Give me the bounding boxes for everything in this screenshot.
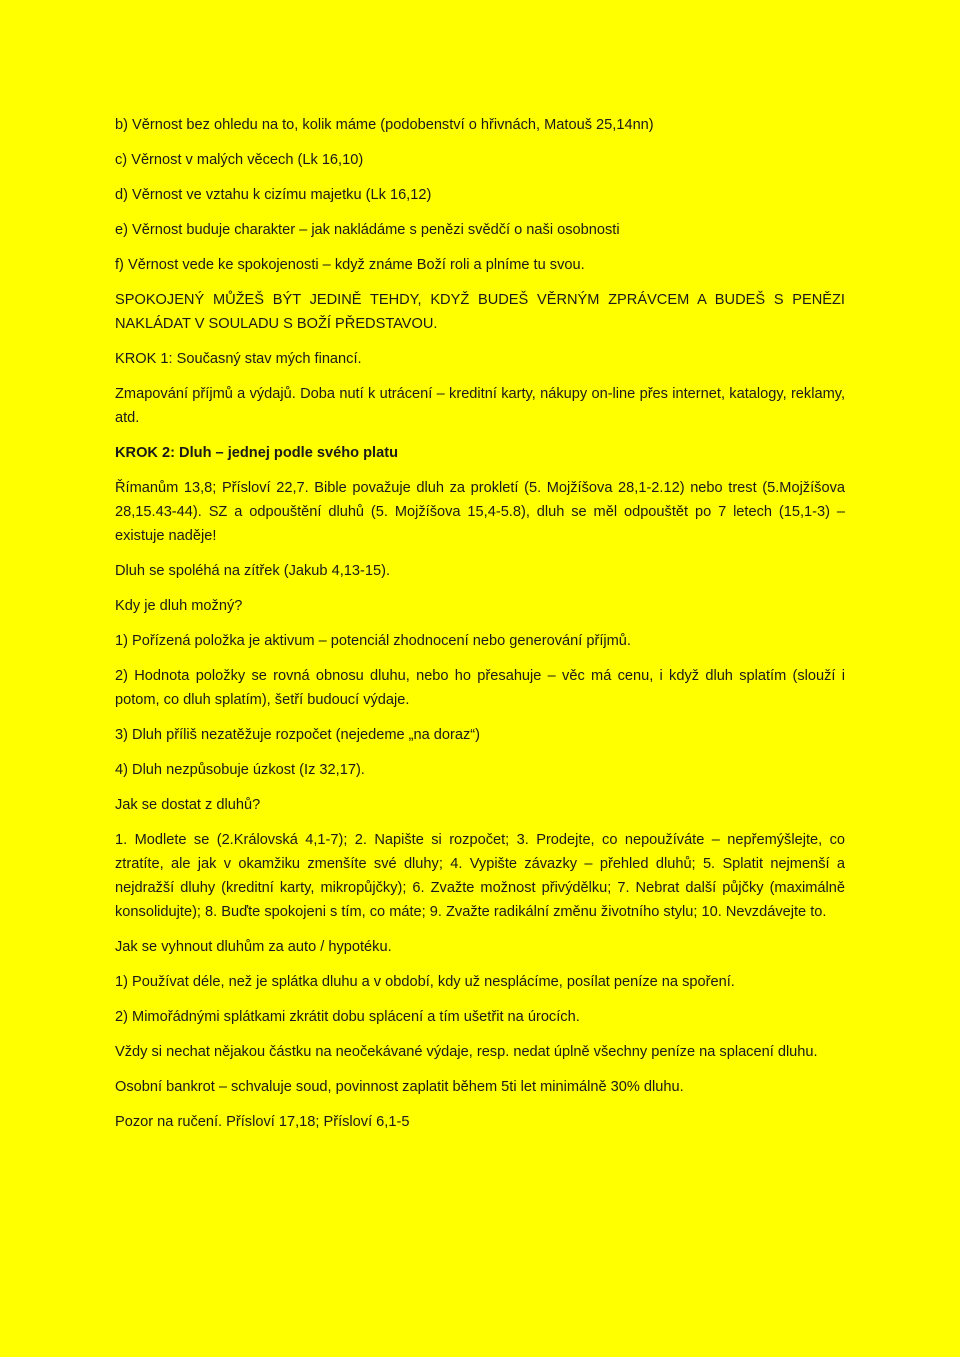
heading-step-2: KROK 2: Dluh – jednej podle svého platu	[115, 445, 398, 461]
paragraph-uppercase-statement: SPOKOJENÝ MŮŽEŠ BÝT JEDINĚ TEHDY, KDYŽ BUDEŠ VĚRNÝM ZPRÁVCEM A BUDEŠ S PENĚZI NAKLÁDAT V SOULADU S BOŽÍ PŘEDSTAVOU.	[115, 292, 845, 332]
paragraph-faithfulness-foreign-property: d) Věrnost ve vztahu k cizímu majetku (Lk 16,12)	[115, 187, 432, 203]
paragraph-personal-bankruptcy: Osobní bankrot – schvaluje soud, povinnost zaplatit během 5ti let minimálně 30% dluhu.	[115, 1079, 684, 1095]
heading-get-out-of-debt: Jak se dostat z dluhů?	[115, 797, 261, 813]
heading-avoid-car-mortgage-debt: Jak se vyhnout dluhům za auto / hypotéku.	[115, 939, 392, 955]
paragraph-debt-condition-2: 2) Hodnota položky se rovná obnosu dluhu, nebo ho přesahuje – věc má cenu, i když dluh splatím (slouží i potom, co dluh splatím), šetří budoucí výdaje.	[115, 668, 845, 708]
paragraph-emergency-reserve: Vždy si nechat nějakou částku na neočekávané výdaje, resp. nedat úplně všechny peníze na splacení dluhu.	[115, 1044, 818, 1060]
paragraph-avoid-2: 2) Mimořádnými splátkami zkrátit dobu splácení a tím ušetřit na úrocích.	[115, 1009, 580, 1025]
paragraph-faithfulness-contentment: f) Věrnost vede ke spokojenosti – když známe Boží roli a plníme tu svou.	[115, 257, 585, 273]
paragraph-debt-condition-4: 4) Dluh nezpůsobuje úzkost (Iz 32,17).	[115, 762, 365, 778]
heading-step-1: KROK 1: Současný stav mých financí.	[115, 351, 362, 367]
paragraph-debt-condition-3: 3) Dluh příliš nezatěžuje rozpočet (nejedeme „na doraz“)	[115, 727, 481, 743]
paragraph-debt-condition-1: 1) Pořízená položka je aktivum – potenciál zhodnocení nebo generování příjmů.	[115, 633, 631, 649]
paragraph-faithfulness-small-things: c) Věrnost v malých věcech (Lk 16,10)	[115, 152, 364, 168]
paragraph-faithfulness-regardless: b) Věrnost bez ohledu na to, kolik máme (podobenství o hřivnách, Matouš 25,14nn)	[115, 117, 654, 133]
paragraph-faithfulness-character: e) Věrnost buduje charakter – jak nakládáme s penězi svědčí o naši osobnosti	[115, 222, 620, 238]
paragraph-avoid-1: 1) Používat déle, než je splátka dluhu a v období, kdy už nesplácíme, posílat peníze na spoření.	[115, 974, 735, 990]
document-page	[115, 113, 845, 1145]
paragraph-guarantee-warning: Pozor na ručení. Přísloví 17,18; Přísloví 6,1-5	[115, 1114, 410, 1130]
paragraph-get-out-steps: 1. Modlete se (2.Královská 4,1-7); 2. Napište si rozpočet; 3. Prodejte, co nepoužíváte – nepřemýšlejte, co ztratíte, ale jak v okamžiku zmenšíte své dluhy; 4. Vypište závazky – přehled dluhů; 5. Splatit nejmenší a nejdražší dluhy (kreditní karty, mikropůjčky); 6. Zvažte možnost přivýdělku; 7. Nebrat další půjčky (maximálně konsolidujte); 8. Buďte spokojeni s tím, co máte; 9. Zvažte radikální změnu životního stylu; 10. Nevzdávejte to.	[115, 832, 845, 920]
paragraph-income-expenses: Zmapování příjmů a výdajů. Doba nutí k utrácení – kreditní karty, nákupy on-line přes internet, katalogy, reklamy, atd.	[115, 386, 845, 426]
paragraph-bible-debt: Římanům 13,8; Přísloví 22,7. Bible považuje dluh za prokletí (5. Mojžíšova 28,1-2.12) nebo trest (5.Mojžíšova 28,15.43-44). SZ a odpouštění dluhů (5. Mojžíšova 15,4-5.8), dluh se měl odpouštět po 7 letech (15,1-3) – existuje naděje!	[115, 480, 845, 544]
paragraph-debt-relies-tomorrow: Dluh se spoléhá na zítřek (Jakub 4,13-15).	[115, 563, 391, 579]
heading-when-debt-possible: Kdy je dluh možný?	[115, 598, 243, 614]
